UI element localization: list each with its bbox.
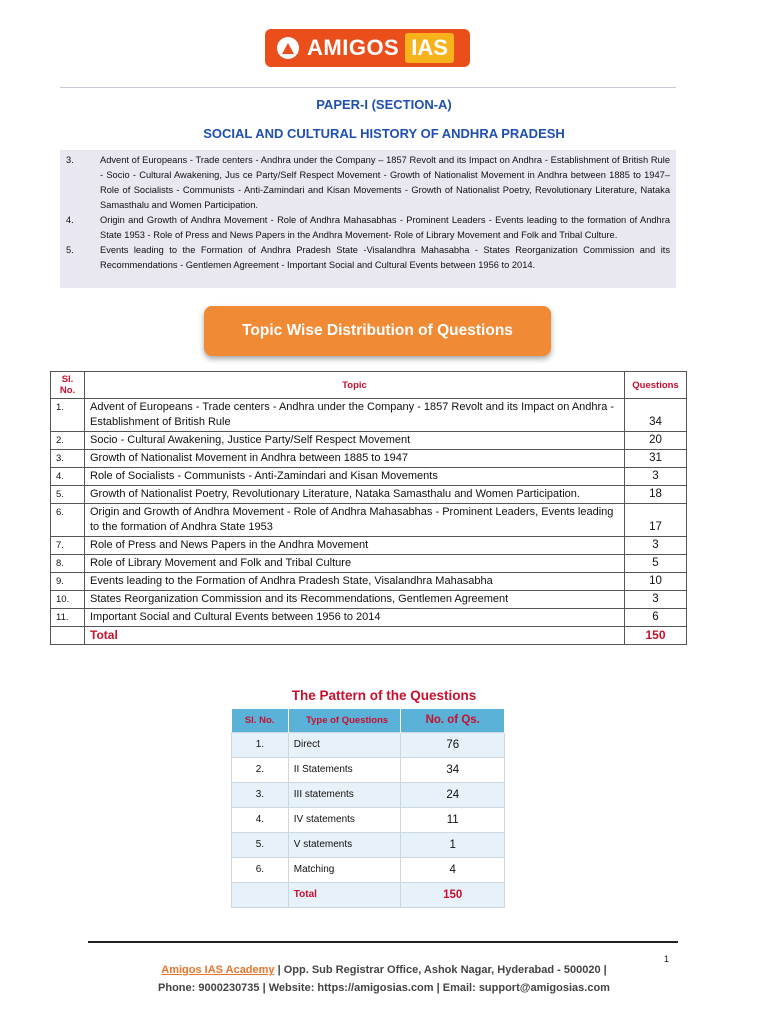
header-no-of-qs: No. of Qs. — [401, 709, 505, 732]
total-no-of-qs: 150 — [401, 882, 505, 907]
row-sl-no: 7. — [51, 537, 85, 555]
table-row — [51, 537, 687, 555]
paper-title: PAPER-I (SECTION-A) — [316, 97, 452, 112]
table-header-row — [51, 372, 687, 399]
header-type: Type of Questions — [288, 709, 401, 732]
syllabus-item-text: Events leading to the Formation of Andhra Pradesh State -Visalandhra Mahasabha - States Reorganization Commission and its Recommendations - Gentlemen Agreement - Important Social and Cultural Events between 1956 to 2014. — [100, 245, 670, 270]
row-type: II Statements — [288, 757, 401, 782]
row-sl-no: 3. — [51, 450, 85, 468]
banner-label: Topic Wise Distribution of Questions — [242, 322, 513, 339]
amigos-ias-logo — [265, 29, 470, 67]
row-questions: 3 — [625, 468, 687, 486]
row-questions: 20 — [625, 432, 687, 450]
row-sl-no: 2. — [51, 432, 85, 450]
footer-brand-link[interactable]: Amigos IAS Academy — [161, 964, 275, 976]
row-topic: Growth of Nationalist Poetry, Revolutionary Literature, Nataka Samasthalu and Women Participation. — [85, 486, 625, 504]
row-sl-no: 3. — [232, 782, 289, 807]
row-no-of-qs: 76 — [401, 732, 505, 757]
syllabus-item-number: 5. — [66, 245, 74, 255]
table-row — [232, 807, 505, 832]
row-no-of-qs: 34 — [401, 757, 505, 782]
pattern-table-body — [232, 732, 505, 907]
table-row — [232, 732, 505, 757]
row-sl-no: 1. — [232, 732, 289, 757]
header-sl-no: Sl. No. — [51, 372, 85, 399]
row-topic: Role of Socialists - Communists - Anti-Zamindari and Kisan Movements — [85, 468, 625, 486]
page-number: 1 — [664, 954, 670, 964]
total-empty-cell — [51, 627, 85, 645]
table-row — [232, 857, 505, 882]
syllabus-item-text: Origin and Growth of Andhra Movement - Role of Andhra Mahasabhas - Prominent Leaders - Events leading to the formation of Andhra State 1953 - Role of Press and News Papers in the Andhra Movement- Role of Library Movement and Folk and Tribal Culture. — [100, 215, 670, 240]
section-title: SOCIAL AND CULTURAL HISTORY OF ANDHRA PRADESH — [203, 126, 565, 141]
row-topic: Origin and Growth of Andhra Movement - Role of Andhra Mahasabhas - Prominent Leaders, Events leading to the formation of Andhra State 1953 — [85, 504, 625, 537]
row-topic: Growth of Nationalist Movement in Andhra between 1885 to 1947 — [85, 450, 625, 468]
row-questions: 31 — [625, 450, 687, 468]
row-questions: 6 — [625, 609, 687, 627]
table-row — [51, 555, 687, 573]
row-questions: 3 — [625, 591, 687, 609]
row-type: Direct — [288, 732, 401, 757]
logo-suffix: IAS — [405, 33, 454, 63]
row-topic: Important Social and Cultural Events between 1956 to 2014 — [85, 609, 625, 627]
row-no-of-qs: 24 — [401, 782, 505, 807]
table-row — [51, 486, 687, 504]
table-row — [51, 450, 687, 468]
row-sl-no: 11. — [51, 609, 85, 627]
row-sl-no: 5. — [232, 832, 289, 857]
row-sl-no: 4. — [232, 807, 289, 832]
topic-table-body — [51, 399, 687, 645]
footer-divider — [88, 941, 678, 943]
syllabus-box — [60, 150, 676, 288]
row-topic: Role of Press and News Papers in the Andhra Movement — [85, 537, 625, 555]
row-topic: Events leading to the Formation of Andhra Pradesh State, Visalandhra Mahasabha — [85, 573, 625, 591]
row-sl-no: 2. — [232, 757, 289, 782]
row-topic: States Reorganization Commission and its Recommendations, Gentlemen Agreement — [85, 591, 625, 609]
row-questions: 34 — [625, 399, 687, 432]
table-row — [232, 782, 505, 807]
row-type: III statements — [288, 782, 401, 807]
row-sl-no: 1. — [51, 399, 85, 432]
syllabus-item-text: Advent of Europeans - Trade centers - Andhra under the Company – 1857 Revolt and its Impact on Andhra - Establishment of British Rule - Socio - Cultural Awakening, Jus ce Party/Self Respect Movement - Growth of Nationalist Movement in Andhra between 1885 to 1947– Role of Socialists - Communists - Anti-Zamindari and Kisan Movements - Growth of Nationalist Poetry, Revolutionary Literature, Nataka Samasthalu and Women Participation. — [100, 155, 670, 210]
footer-contact: Phone: 9000230735 | Website: https://amigosias.com | Email: support@amigosias.com — [158, 982, 610, 994]
header-questions: Questions — [625, 372, 687, 399]
row-type: Matching — [288, 857, 401, 882]
table-row — [51, 573, 687, 591]
row-topic: Role of Library Movement and Folk and Tribal Culture — [85, 555, 625, 573]
table-row — [51, 609, 687, 627]
row-sl-no: 10. — [51, 591, 85, 609]
topic-distribution-table — [50, 371, 687, 645]
row-type: V statements — [288, 832, 401, 857]
table-row — [232, 832, 505, 857]
row-sl-no: 8. — [51, 555, 85, 573]
table-row — [51, 432, 687, 450]
syllabus-item — [64, 153, 670, 213]
header-divider — [60, 87, 676, 88]
total-questions: 150 — [625, 627, 687, 645]
row-questions: 10 — [625, 573, 687, 591]
row-type: IV statements — [288, 807, 401, 832]
logo-brand: AMIGOS — [307, 35, 400, 60]
row-sl-no: 6. — [232, 857, 289, 882]
table-row — [51, 399, 687, 432]
topic-distribution-banner — [204, 306, 551, 356]
total-row — [51, 627, 687, 645]
total-label: Total — [288, 882, 401, 907]
row-questions: 18 — [625, 486, 687, 504]
row-no-of-qs: 1 — [401, 832, 505, 857]
footer-address — [0, 964, 768, 976]
row-questions: 5 — [625, 555, 687, 573]
table-row — [51, 591, 687, 609]
logo-emblem-icon — [277, 37, 299, 59]
row-sl-no: 6. — [51, 504, 85, 537]
row-no-of-qs: 11 — [401, 807, 505, 832]
total-label: Total — [85, 627, 625, 645]
table-row — [51, 468, 687, 486]
syllabus-item-number: 4. — [66, 215, 74, 225]
table-header-row — [232, 709, 505, 732]
row-questions: 17 — [625, 504, 687, 537]
row-topic: Advent of Europeans - Trade centers - Andhra under the Company - 1857 Revolt and its Impact on Andhra - Establishment of British Rule — [85, 399, 625, 432]
syllabus-item — [64, 243, 670, 273]
table-row — [51, 504, 687, 537]
question-pattern-table — [231, 709, 505, 908]
row-topic: Socio - Cultural Awakening, Justice Party/Self Respect Movement — [85, 432, 625, 450]
total-empty-cell — [232, 882, 289, 907]
syllabus-item — [64, 213, 670, 243]
row-sl-no: 9. — [51, 573, 85, 591]
row-sl-no: 5. — [51, 486, 85, 504]
table-row — [232, 757, 505, 782]
row-questions: 3 — [625, 537, 687, 555]
row-sl-no: 4. — [51, 468, 85, 486]
header-sl-no: Sl. No. — [232, 709, 289, 732]
footer-address-text: | Opp. Sub Registrar Office, Ashok Nagar, Hyderabad - 500020 | — [274, 964, 607, 976]
total-row — [232, 882, 505, 907]
pattern-title: The Pattern of the Questions — [291, 688, 477, 703]
row-no-of-qs: 4 — [401, 857, 505, 882]
header-topic: Topic — [85, 372, 625, 399]
syllabus-item-number: 3. — [66, 155, 74, 165]
